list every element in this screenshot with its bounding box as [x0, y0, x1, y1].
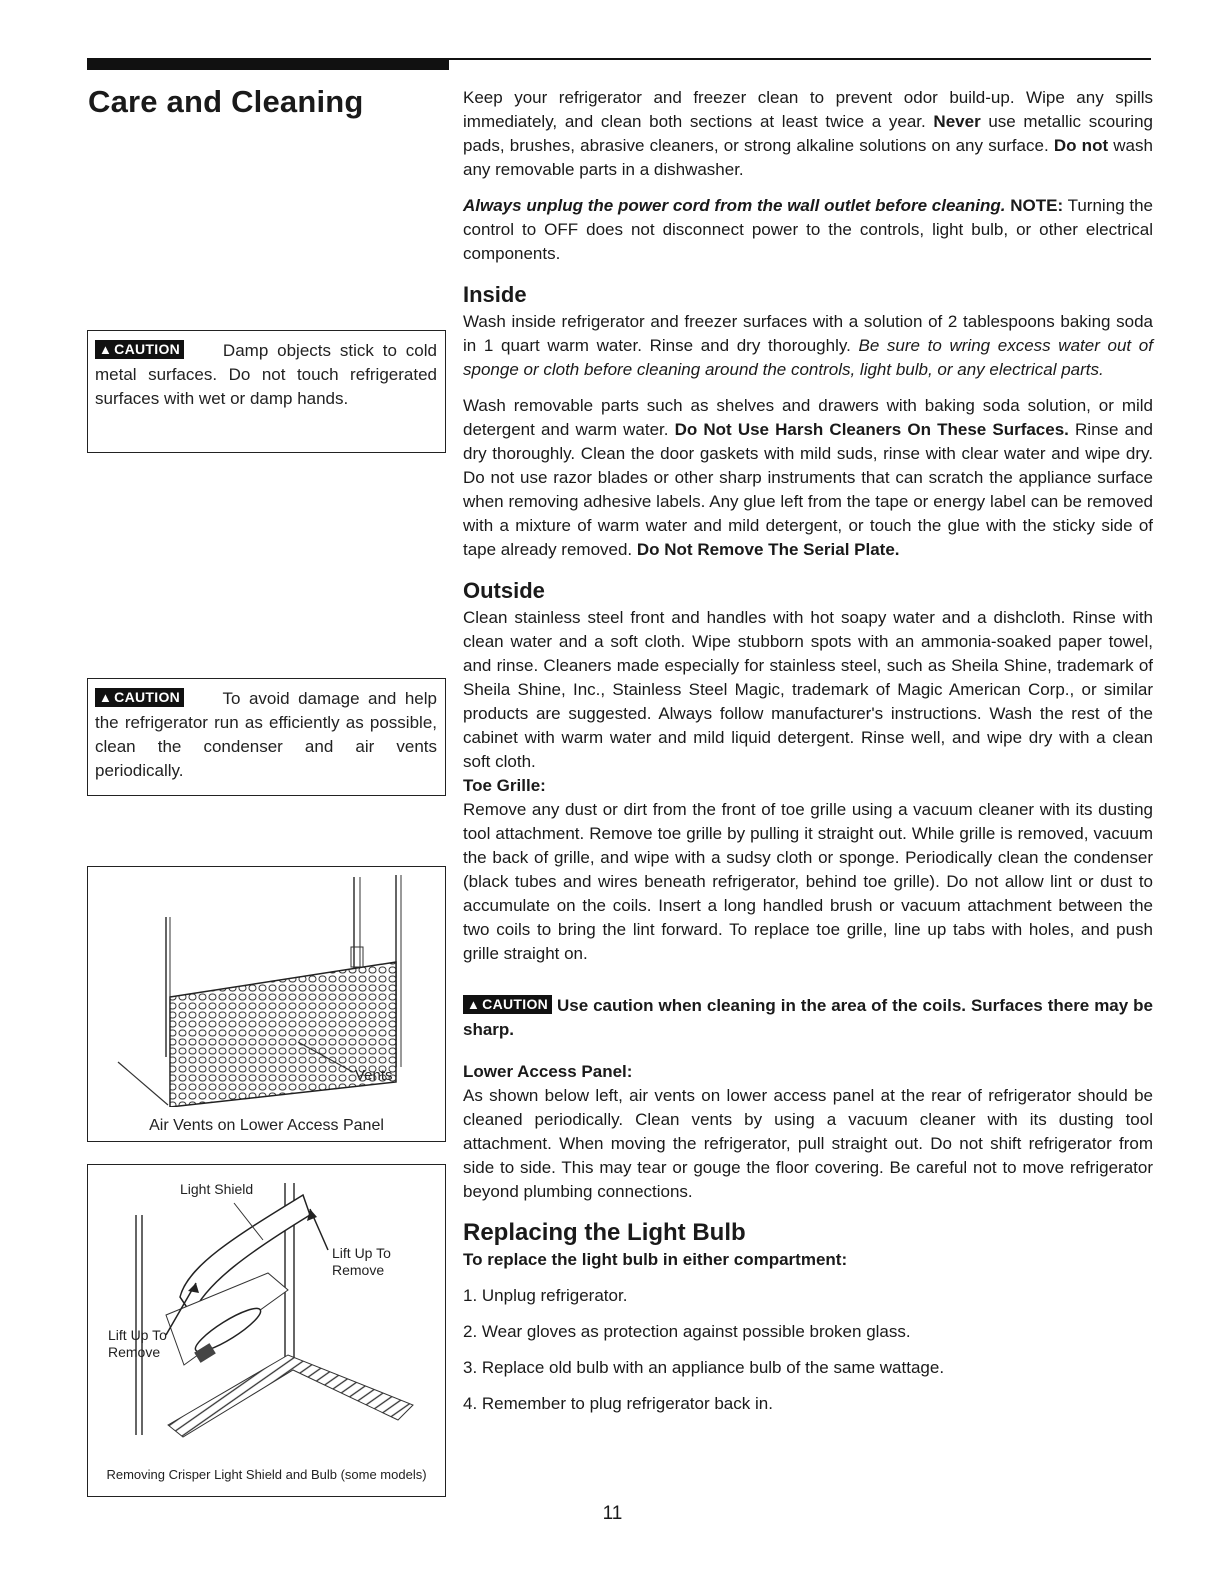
lift-up-label-right: Lift Up To: [332, 1245, 391, 1261]
list-item: 2. Wear gloves as protection against possible broken glass.: [463, 1322, 911, 1341]
list-item: 3. Replace old bulb with an appliance bulb of the same wattage.: [463, 1358, 945, 1377]
page-title: Care and Cleaning: [88, 84, 364, 119]
main-text-column: [463, 86, 1153, 1416]
warning-triangle-icon: ▲: [99, 690, 113, 705]
remove-label-left: Remove: [108, 1344, 161, 1360]
inside-paragraph-2: Wash removable parts such as shelves and drawers with baking soda solution, or mild detergent and warm water. Do Not Use Harsh Cleaners On These Surfaces. Rinse and dry thoroughly. Clean the door gaskets with mild suds, rinse with clear water and wipe dry. Do not use razor blades or other sharp instruments that can scratch the appliance surface when removing adhesive labels. Any glue left from the tape or energy label can be removed with a mixture of warm water and mild detergent, or touch the glue with the sticky side of tape already removed. Do Not Remove The Serial Plate.: [463, 396, 1153, 559]
inside-heading: Inside: [463, 282, 527, 307]
light-shield-illustration: [88, 1165, 444, 1465]
warning-triangle-icon: ▲: [99, 342, 113, 357]
lift-up-label-left: Lift Up To: [108, 1327, 167, 1343]
toe-grille-paragraph: Remove any dust or dirt from the front of toe grille using a vacuum cleaner with its dusting tool attachment. Remove toe grille by pulling it straight out. While grille is removed, vacuum the back of grille, and wipe with a sudsy cloth or sponge. Periodically clean the condenser (black tubes and wires beneath refrigerator, behind toe grille). Do not allow lint or dust to accumulate on the coils. Insert a long handled brush or vacuum attachment between the two coils to bring the lint forward. To replace toe grille, line up tabs with holes, and push grille straight on.: [463, 800, 1153, 963]
remove-label-right: Remove: [332, 1262, 385, 1278]
figure-caption: Air Vents on Lower Access Panel: [149, 1117, 384, 1134]
figure-air-vents: [87, 866, 446, 1142]
caution-badge: ▲ CAUTION: [463, 995, 552, 1014]
lower-access-panel-heading: Lower Access Panel:: [463, 1062, 633, 1081]
header-rule-thin: [449, 58, 1151, 60]
outside-paragraph: Clean stainless steel front and handles with hot soapy water and a dishcloth. Rinse with clean water and a soft cloth. Wipe stubborn spots with an ammonia-soaked paper towel, and rinse. Cleaners made especially for stainless steel, such as Sheila Shine, trademark of Sheila Shine, Inc., Stainless Steel Magic, trademark of Magic American Corp., or similar products are suggested. Always follow manufacturer's instructions. Wash the rest of the cabinet with warm water and mild liquid detergent. Rinse well, and wipe dry with a clean soft cloth.: [463, 608, 1153, 771]
caution-box-damp-objects: ▲ CAUTION Damp objects stick to cold metal surfaces. Do not touch refrigerated surfaces with wet or damp hands.: [87, 330, 446, 453]
unplug-note: Always unplug the power cord from the wall outlet before cleaning. NOTE: Turning the control to OFF does not disconnect power to the controls, light bulb, or other electrical components.: [463, 196, 1153, 263]
caution-box-condenser: ▲ CAUTION To avoid damage and help the refrigerator run as efficiently as possible, clean the condenser and air vents periodically.: [87, 678, 446, 796]
page-number: 11: [602, 1503, 623, 1524]
list-item: 4. Remember to plug refrigerator back in.: [463, 1394, 773, 1413]
light-shield-label: Light Shield: [180, 1181, 254, 1197]
outside-heading: Outside: [463, 578, 545, 603]
intro-paragraph: Keep your refrigerator and freezer clean to prevent odor build-up. Wipe any spills immediately, and clean both sections at least twice a year. Never use metallic scouring pads, brushes, abrasive cleaners, or strong alkaline solutions on any surface. Do not wash any removable parts in a dishwasher.: [463, 88, 1153, 179]
vents-label: Vents: [355, 1067, 393, 1084]
inside-paragraph-1: Wash inside refrigerator and freezer surfaces with a solution of 2 tablespoons baking soda in 1 quart warm water. Rinse and dry thoroughly. Be sure to wring excess water out of sponge or cloth before cleaning around the controls, light bulb, or any electrical parts.: [463, 312, 1153, 379]
figure-caption: Removing Crisper Light Shield and Bulb (some models): [106, 1467, 427, 1482]
toe-grille-heading: Toe Grille:: [463, 776, 546, 795]
caution-badge: ▲ CAUTION: [95, 340, 184, 359]
light-bulb-heading: Replacing the Light Bulb: [463, 1219, 746, 1246]
list-item: 1. Unplug refrigerator.: [463, 1286, 628, 1305]
caution-badge: ▲ CAUTION: [95, 688, 184, 707]
lower-access-panel-paragraph: As shown below left, air vents on lower access panel at the rear of refrigerator should be cleaned periodically. Clean vents by using a vacuum cleaner with its dusting tool attachment. When moving the refrigerator, pull straight out. Do not shift refrigerator from side to side. This may tear or gouge the floor covering. Be careful not to move refrigerator beyond plumbing connections.: [463, 1086, 1153, 1201]
figure-light-shield: [87, 1164, 446, 1497]
light-bulb-subheading: To replace the light bulb in either compartment:: [463, 1250, 848, 1269]
warning-triangle-icon: ▲: [467, 997, 481, 1012]
header-rule-thick: [87, 58, 449, 70]
coil-caution: ▲ CAUTION Use caution when cleaning in the area of the coils. Surfaces there may be sharp.: [463, 996, 1153, 1039]
